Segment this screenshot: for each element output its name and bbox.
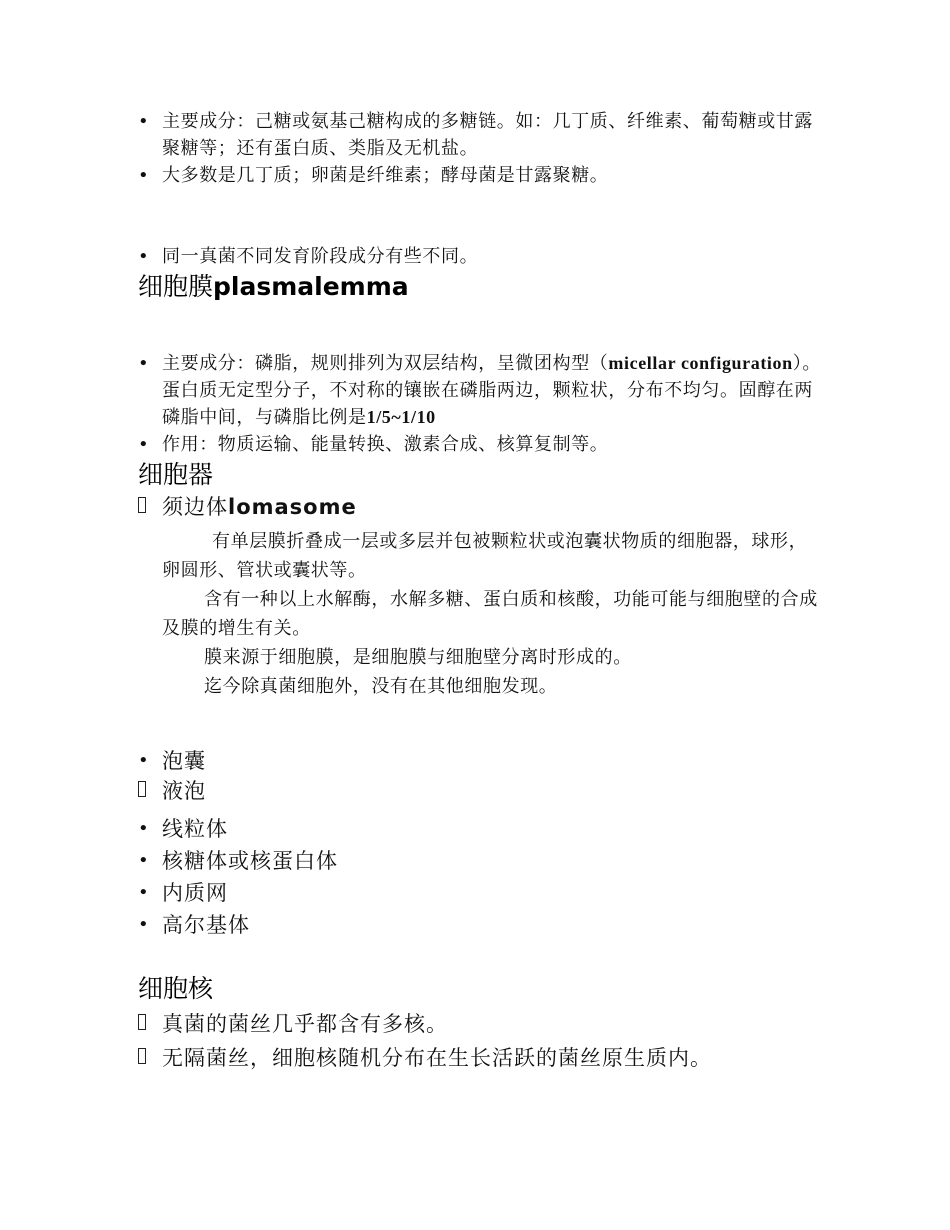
cell-wall-list xyxy=(138,108,828,189)
list-item: • 高尔基体 xyxy=(138,909,828,941)
list-item: 真菌的菌丝几乎都含有多核。 xyxy=(138,1007,838,1041)
square-bullet-icon xyxy=(138,1041,158,1075)
bullet-dot-icon: • xyxy=(138,434,150,455)
lomasome-description xyxy=(162,527,818,701)
membrane-heading: 细胞膜plasmalemma xyxy=(138,272,409,301)
nucleus-heading: 细胞核 xyxy=(138,974,214,1003)
bullet-dot-icon: • xyxy=(138,914,150,935)
nucleus-list xyxy=(138,1007,838,1075)
organelle-list xyxy=(138,813,828,941)
list-item: • 作用：物质运输、能量转换、激素合成、核算复制等。 xyxy=(138,431,828,458)
paragraph: 膜来源于细胞膜，是细胞膜与细胞壁分离时形成的。 xyxy=(204,647,632,668)
list-item: 无隔菌丝，细胞核随机分布在生长活跃的菌丝原生质内。 xyxy=(138,1041,838,1075)
list-item: • 主要成分：磷脂，规则排列为双层结构，呈微团构型（micellar configuration）。蛋白质无定型分子，不对称的镶嵌在磷脂两边，颗粒状，分布不均匀。固醇在两磷脂中间，与磷脂比例是1/5~1/10 xyxy=(138,350,828,431)
lomasome-section xyxy=(138,492,828,522)
vesicle-vacuole-list xyxy=(138,746,828,806)
square-bullet-icon xyxy=(138,776,158,806)
list-item: • 同一真菌不同发育阶段成分有些不同。 xyxy=(138,243,828,270)
square-bullet-icon xyxy=(138,492,158,522)
bullet-dot-icon: • xyxy=(138,850,150,871)
list-item: • 大多数是几丁质；卵菌是纤维素；酵母菌是甘露聚糖。 xyxy=(138,162,828,189)
list-item: 液泡 xyxy=(138,776,828,806)
lomasome-title: 须边体lomasome xyxy=(138,492,828,522)
bullet-dot-icon: • xyxy=(138,818,150,839)
organelles-heading: 细胞器 xyxy=(138,460,214,489)
list-item: • 泡囊 xyxy=(138,746,828,776)
list-item: • 主要成分：己糖或氨基己糖构成的多糖链。如：几丁质、纤维素、葡萄糖或甘露聚糖等；还有蛋白质、类脂及无机盐。 xyxy=(138,108,828,162)
cell-wall-list-2 xyxy=(138,243,828,270)
paragraph: 迄今除真菌细胞外，没有在其他细胞发现。 xyxy=(204,676,558,697)
bullet-dot-icon: • xyxy=(138,750,150,771)
bullet-dot-icon: • xyxy=(138,111,150,132)
list-item: • 线粒体 xyxy=(138,813,828,845)
paragraph: 有单层膜折叠成一层或多层并包被颗粒状或泡囊状物质的细胞器，球形，卵圆形、管状或囊状等。 xyxy=(162,531,808,581)
square-bullet-icon xyxy=(138,1007,158,1041)
paragraph: 含有一种以上水解酶，水解多糖、蛋白质和核酸，功能可能与细胞壁的合成及膜的增生有关。 xyxy=(162,589,818,639)
list-item: • 内质网 xyxy=(138,877,828,909)
bullet-dot-icon: • xyxy=(138,165,150,186)
membrane-list xyxy=(138,350,828,458)
bullet-dot-icon: • xyxy=(138,246,150,267)
list-item: • 核糖体或核蛋白体 xyxy=(138,845,828,877)
bullet-dot-icon: • xyxy=(138,353,150,374)
bullet-dot-icon: • xyxy=(138,882,150,903)
